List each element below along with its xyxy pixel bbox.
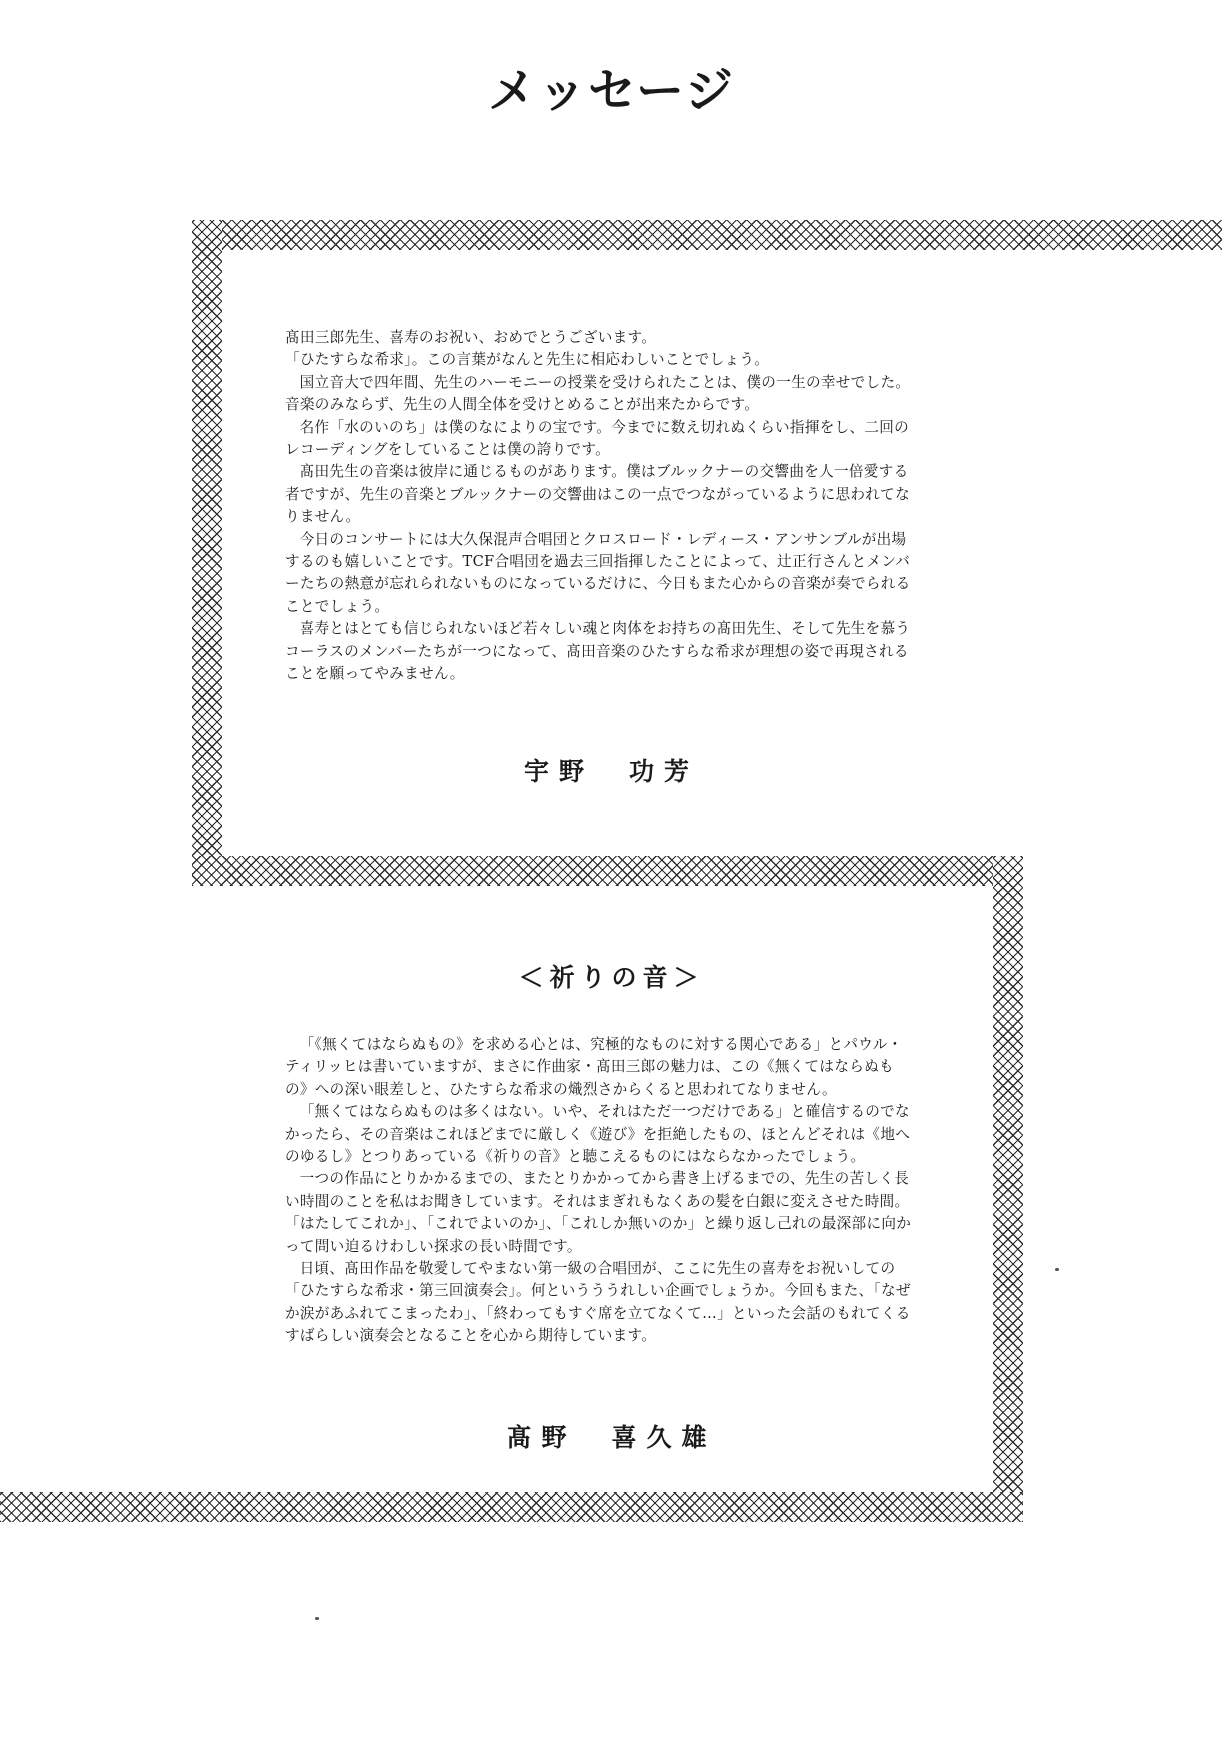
message-2-heading: ＜祈りの音＞ — [518, 963, 705, 992]
message-2-paragraph: 「無くてはならぬものは多くはない。いや、それはただ一つだけである」と確信するのでなかったら、その音楽はこれほどまでに厳しく《遊び》を拒絶したもの、ほとんどそれは《地へのゆるし》とつりあっている《祈りの音》と聴こえるものにはならなかったでしょう。 — [285, 1103, 911, 1166]
message-1-body — [285, 327, 915, 686]
message-2-body — [285, 1034, 915, 1348]
message-2-paragraph: 日頃、髙田作品を敬愛してやまない第一級の合唱団が、ここに先生の喜寿をお祝いしての「ひたすらな希求・第三回演奏会」。何というううれしい企画でしょうか。今回もまた、「なぜか涙があふれてこまったわ」、「終わってもすぐ席を立てなくて…」といった会話のもれてくるすばらしい演奏会となることを心から期待しています。 — [285, 1260, 911, 1345]
message-2-paragraph: 一つの作品にとりかかるまでの、またとりかかってから書き上げるまでの、先生の苦しく長い時間のことを私はお聞きしています。それはまぎれもなくあの髪を白銀に変えさせた時間。「はたしてこれか」、「これでよいのか」、「これしか無いのか」と繰り返し己れの最深部に向かって問い迫るけわしい探求の長い時間です。 — [285, 1170, 912, 1255]
scan-speck — [1055, 1268, 1059, 1271]
hatch-border-middle — [192, 856, 1023, 886]
message-1-signature: 宇野 功芳 — [523, 757, 699, 786]
message-1-paragraph: 今日のコンサートには大久保混声合唱団とクロスロード・レディース・アンサンブルが出場するのも嬉しいことです。TCF合唱団を過去三回指揮したことによって、辻正行さんとメンバーたちの熱意が忘れられないものになっているだけに、今日もまた心からの音楽が奏でられることでしょう。 — [285, 530, 911, 615]
scan-speck — [315, 1617, 319, 1620]
message-2-paragraph: 「《無くてはならぬもの》を求める心とは、究極的なものに対する関心である」とパウル・ティリッヒは書いていますが、まさに作曲家・髙田三郎の魅力は、この《無くてはならぬもの》への深い眼差しと、ひたすらな希求の熾烈さからくると思われてなりません。 — [285, 1036, 903, 1098]
message-1-paragraph: 名作「水のいのち」は僕のなによりの宝です。今までに数え切れぬくらい指揮をし、二回のレコーディングをしていることは僕の誇りです。 — [285, 418, 910, 459]
message-1-paragraph: 喜寿とはとても信じられないほど若々しい魂と肉体をお持ちの髙田先生、そして先生を慕うコーラスのメンバーたちが一つになって、髙田音楽のひたすらな希求が理想の姿で再現されることを願ってやみません。 — [285, 620, 911, 683]
page-title: メッセージ — [487, 63, 736, 119]
message-1-paragraph: 髙田三郎先生、喜寿のお祝い、おめでとうございます。 — [285, 329, 657, 346]
message-1-paragraph: 国立音大で四年間、先生のハーモニーの授業を受けられたことは、僕の一生の幸せでした。音楽のみならず、先生の人間全体を受けとめることが出来たからです。 — [285, 373, 911, 414]
message-1-paragraph: 「ひたすらな希求」。この言葉がなんと先生に相応わしいことでしょう。 — [285, 351, 770, 369]
hatch-border-top — [192, 220, 1222, 250]
message-1-paragraph: 髙田先生の音楽は彼岸に通じるものがあります。僕はブルックナーの交響曲を人一倍愛する者ですが、先生の音楽とブルックナーの交響曲はこの一点でつながっているように思われてなりません。 — [285, 463, 910, 526]
hatch-border-bottom — [0, 1492, 1023, 1522]
message-2-signature: 髙野 喜久雄 — [506, 1423, 717, 1452]
